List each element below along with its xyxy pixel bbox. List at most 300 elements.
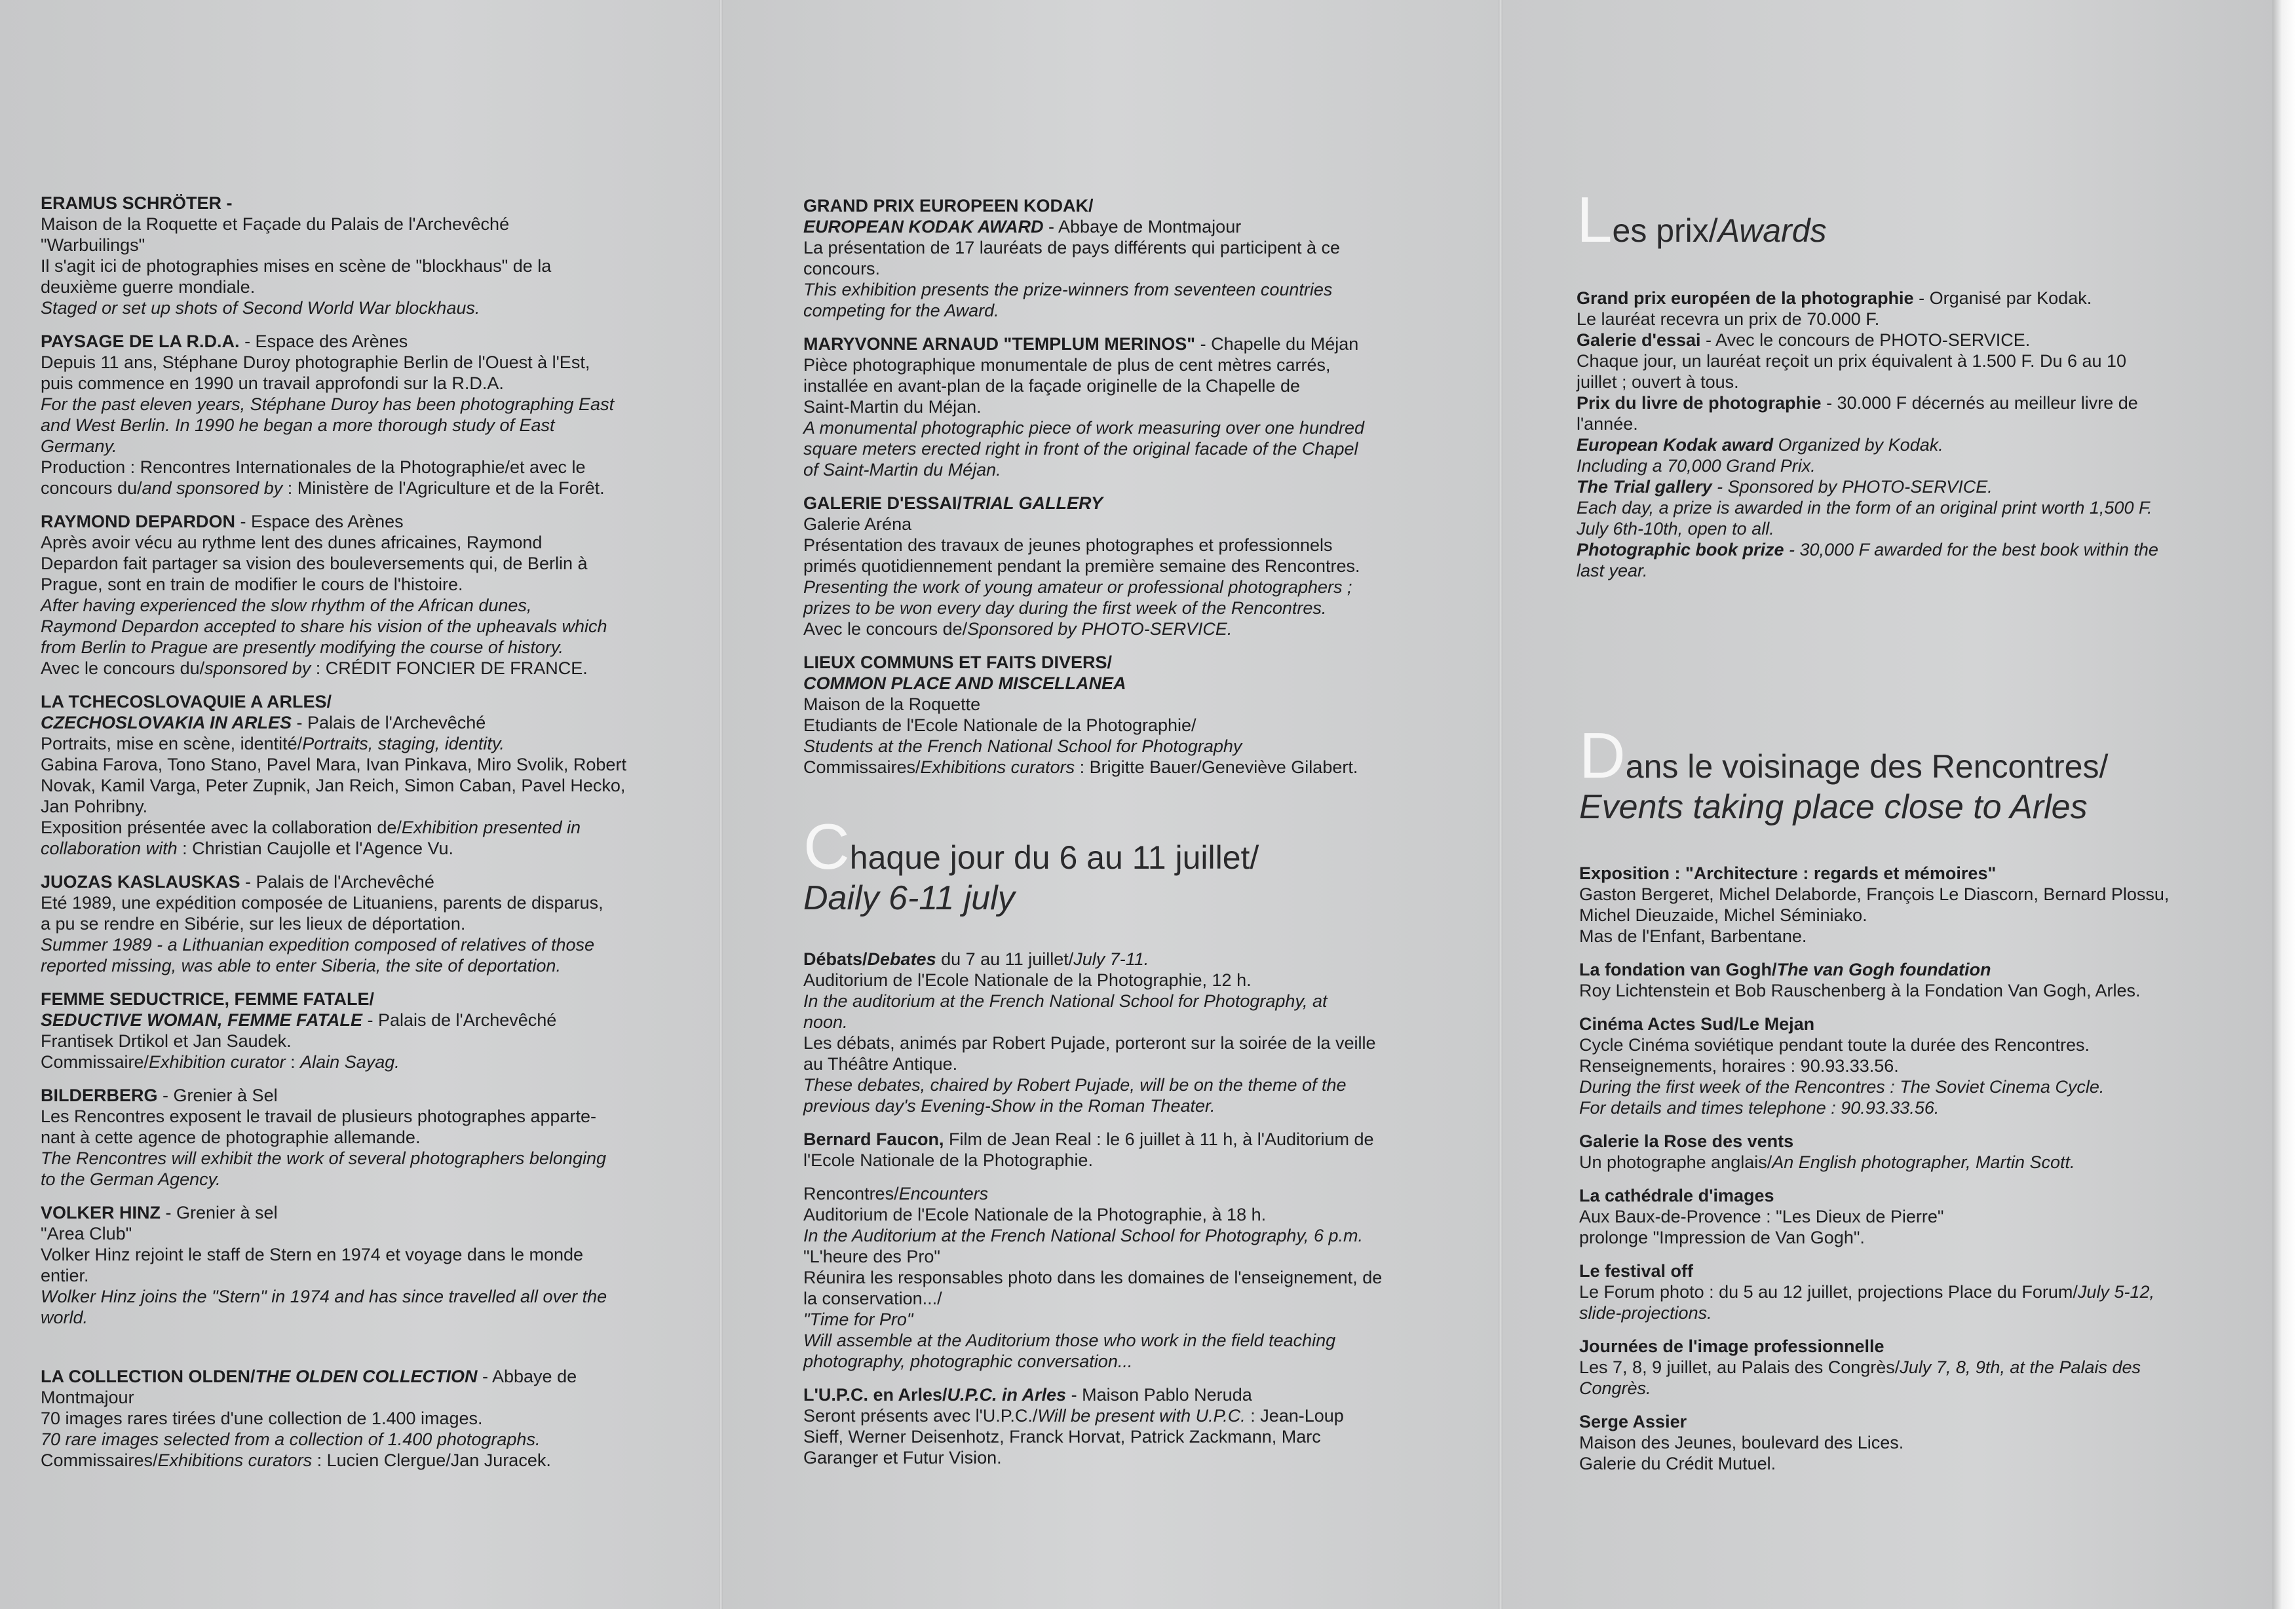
text-line bbox=[41, 934, 660, 955]
text-line bbox=[41, 276, 660, 297]
text-run: Prague, sont en train de modifier le cours de l'histoire. bbox=[41, 575, 463, 594]
text-run: SEDUCTIVE WOMAN, FEMME FATALE bbox=[41, 1010, 362, 1030]
text-run: ERAMUS SCHRÖTER - bbox=[41, 193, 233, 213]
text-run: Mas de l'Enfant, Barbentane. bbox=[1579, 926, 1807, 946]
text-line bbox=[1577, 518, 2199, 539]
text-line bbox=[1579, 1185, 2202, 1206]
text-line bbox=[1579, 1411, 2202, 1432]
text-run: - Organisé par Kodak. bbox=[1913, 288, 2092, 308]
text-run: Renseignements, horaires : 90.93.33.56. bbox=[1579, 1056, 1899, 1076]
program-entry bbox=[41, 1366, 660, 1471]
text-line bbox=[1577, 371, 2199, 392]
text-line bbox=[803, 535, 1425, 556]
text-line bbox=[41, 989, 660, 1010]
text-run: Le lauréat recevra un prix de 70.000 F. bbox=[1577, 309, 1880, 329]
text-run: "Area Club" bbox=[41, 1224, 132, 1243]
text-run: : bbox=[285, 1052, 301, 1072]
text-run: nant à cette agence de photographie allemande. bbox=[41, 1127, 421, 1147]
text-line bbox=[803, 673, 1425, 694]
text-run: Maison des Jeunes, boulevard des Lices. bbox=[1579, 1433, 1904, 1452]
paper-edge bbox=[2272, 0, 2296, 1609]
text-run: Galerie du Crédit Mutuel. bbox=[1579, 1454, 1776, 1473]
text-run: Exhibition presented in bbox=[401, 818, 581, 837]
text-run: - Grenier à sel bbox=[161, 1203, 278, 1222]
text-line bbox=[41, 658, 660, 679]
text-run: Volker Hinz rejoint le staff de Stern en 1974 et voyage dans le monde bbox=[41, 1245, 584, 1264]
text-run: Auditorium de l'Ecole Nationale de la Photographie, 12 h. bbox=[803, 970, 1252, 990]
text-run: Organized by Kodak. bbox=[1773, 435, 1943, 455]
text-run: LA COLLECTION OLDEN/ bbox=[41, 1367, 256, 1386]
text-line bbox=[803, 1074, 1425, 1095]
text-line bbox=[41, 1223, 660, 1244]
text-line bbox=[803, 577, 1425, 597]
text-run: 70 rare images selected from a collection of 1.400 photographs. bbox=[41, 1429, 541, 1449]
text-run: puis commence en 1990 un travail approfondi sur la R.D.A. bbox=[41, 373, 504, 393]
text-run: - Abbaye de Montmajour bbox=[1043, 217, 1242, 237]
text-run: - Chapelle du Méjan bbox=[1195, 334, 1359, 354]
text-line bbox=[803, 1384, 1425, 1405]
text-run: Journées de l'image professionnelle bbox=[1579, 1336, 1885, 1356]
fold-line bbox=[1499, 0, 1502, 1609]
text-line bbox=[1579, 1152, 2202, 1173]
text-run: L'U.P.C. en Arles/ bbox=[803, 1385, 947, 1405]
text-line bbox=[803, 1095, 1425, 1116]
text-run: - Grenier à Sel bbox=[157, 1086, 278, 1105]
text-line bbox=[803, 417, 1425, 438]
text-run: Exhibition curator bbox=[149, 1052, 286, 1072]
text-run: Avec le concours de/ bbox=[803, 619, 968, 639]
text-line bbox=[41, 1051, 660, 1072]
text-line bbox=[41, 796, 660, 817]
text-run: Michel Dieuzaide, Michel Séminiako. bbox=[1579, 905, 1867, 925]
text-run: and sponsored by bbox=[142, 478, 283, 498]
text-run: Aux Baux-de-Provence : "Les Dieux de Pierre" bbox=[1579, 1207, 1944, 1226]
voisinage-entries bbox=[1579, 863, 2202, 1474]
text-run: "Warbuilings" bbox=[41, 235, 145, 255]
text-run: Bernard Faucon, bbox=[803, 1129, 944, 1149]
text-line bbox=[1577, 497, 2199, 518]
text-line bbox=[803, 1225, 1425, 1246]
text-run: Serge Assier bbox=[1579, 1412, 1687, 1431]
text-run: Production : Rencontres Internationales de la Photographie/et avec le bbox=[41, 457, 586, 477]
text-run: FEMME SEDUCTRICE, FEMME FATALE/ bbox=[41, 989, 374, 1009]
text-run: Gaston Bergeret, Michel Delaborde, François Le Diascorn, Bernard Plossu, bbox=[1579, 884, 2170, 904]
text-line bbox=[41, 892, 660, 913]
text-run: Cinéma Actes Sud/Le Mejan bbox=[1579, 1014, 1815, 1034]
text-line bbox=[41, 373, 660, 394]
voisinage-section bbox=[1579, 719, 2202, 1486]
text-run: Portraits, staging, identity. bbox=[302, 734, 505, 753]
text-run: - Palais de l'Archevêché bbox=[362, 1010, 557, 1030]
text-run: Maison de la Roquette et Façade du Palais de l'Archevêché bbox=[41, 214, 510, 234]
text-run: Film de Jean Real : le 6 juillet à 11 h, à l'Auditorium de bbox=[944, 1129, 1374, 1149]
text-line bbox=[803, 216, 1425, 237]
text-run: - 30,000 F awarded for the best book within the bbox=[1784, 540, 2158, 559]
text-run: l'Ecole Nationale de la Photographie. bbox=[803, 1150, 1093, 1170]
text-line bbox=[803, 694, 1425, 715]
text-line bbox=[1579, 1302, 2202, 1323]
text-line bbox=[1577, 350, 2199, 371]
text-run: installée en avant-plan de la façade originelle de la Chapelle de bbox=[803, 376, 1301, 396]
text-run: La fondation van Gogh/ bbox=[1579, 960, 1777, 979]
text-run: Maison de la Roquette bbox=[803, 694, 981, 714]
text-line bbox=[1579, 1131, 2202, 1152]
text-run: Commissaires/ bbox=[803, 757, 921, 777]
text-run: Rencontres/ bbox=[803, 1184, 899, 1203]
program-entry bbox=[803, 195, 1425, 321]
text-line bbox=[41, 511, 660, 532]
text-run: JUOZAS KASLAUSKAS bbox=[41, 872, 240, 892]
text-line bbox=[41, 331, 660, 352]
text-line bbox=[803, 493, 1425, 514]
text-run: Commissaire/ bbox=[41, 1052, 149, 1072]
text-run: Frantisek Drtikol et Jan Saudek. bbox=[41, 1031, 292, 1051]
text-line bbox=[1579, 1336, 2202, 1357]
text-run: Will be present with U.P.C. bbox=[1037, 1406, 1246, 1426]
text-line bbox=[803, 354, 1425, 375]
text-run: Novak, Kamil Varga, Peter Zupnik, Jan Reich, Simon Caban, Pavel Hecko, bbox=[41, 776, 626, 795]
text-line bbox=[803, 1053, 1425, 1074]
text-line bbox=[1579, 1013, 2202, 1034]
text-run: "L'heure des Pro" bbox=[803, 1247, 940, 1266]
text-line bbox=[41, 817, 660, 838]
text-run: Exhibitions curators bbox=[157, 1450, 313, 1470]
text-line bbox=[803, 459, 1425, 480]
text-run: previous day's Evening-Show in the Roman Theater. bbox=[803, 1096, 1215, 1116]
program-entry bbox=[803, 1384, 1425, 1468]
text-line bbox=[41, 1387, 660, 1408]
text-run: Prix du livre de photographie bbox=[1577, 393, 1822, 413]
drop-cap: C bbox=[803, 810, 850, 882]
text-run: - Palais de l'Archevêché bbox=[240, 872, 434, 892]
text-line bbox=[41, 1031, 660, 1051]
text-run: to the German Agency. bbox=[41, 1169, 221, 1189]
text-line bbox=[41, 775, 660, 796]
text-line bbox=[803, 970, 1425, 991]
program-entry bbox=[803, 949, 1425, 1116]
text-line bbox=[803, 991, 1425, 1012]
text-run: concours. bbox=[803, 259, 881, 278]
text-line bbox=[1579, 1453, 2202, 1474]
text-line bbox=[803, 1351, 1425, 1372]
text-line bbox=[41, 838, 660, 859]
text-run: Students at the French National School for Photography bbox=[803, 736, 1242, 756]
text-run: slide-projections. bbox=[1579, 1303, 1712, 1323]
text-line bbox=[1579, 1432, 2202, 1453]
prix-lines bbox=[1577, 288, 2199, 581]
text-line bbox=[803, 375, 1425, 396]
text-run: The Rencontres will exhibit the work of several photographers belonging bbox=[41, 1148, 606, 1168]
text-line bbox=[41, 871, 660, 892]
text-line bbox=[41, 1307, 660, 1328]
text-line bbox=[803, 1183, 1425, 1204]
program-entry bbox=[1579, 959, 2202, 1001]
text-line bbox=[41, 913, 660, 934]
text-line bbox=[803, 1267, 1425, 1288]
text-run: - 30.000 F décernés au meilleur livre de bbox=[1821, 393, 2138, 413]
program-entry bbox=[41, 193, 660, 318]
program-entry bbox=[41, 989, 660, 1072]
text-line bbox=[41, 1202, 660, 1223]
middle-entries bbox=[803, 195, 1425, 778]
drop-cap: L bbox=[1577, 183, 1613, 256]
text-line bbox=[1577, 476, 2199, 497]
text-run: Les 7, 8, 9 juillet, au Palais des Congrès/ bbox=[1579, 1357, 1900, 1377]
text-run: competing for the Award. bbox=[803, 301, 999, 320]
text-run: LA TCHECOSLOVAQUIE A ARLES/ bbox=[41, 692, 332, 711]
text-run: - Espace des Arènes bbox=[239, 331, 408, 351]
text-line bbox=[803, 949, 1425, 970]
text-run: Raymond Depardon accepted to share his vision of the upheavals which bbox=[41, 616, 607, 636]
text-run: July 7, 8, 9th, at the Palais des bbox=[1900, 1357, 2141, 1377]
text-line bbox=[1579, 1206, 2202, 1227]
text-run: PAYSAGE DE LA R.D.A. bbox=[41, 331, 240, 351]
text-run: Sponsored by PHOTO-SERVICE. bbox=[967, 619, 1233, 639]
text-line bbox=[1579, 1097, 2202, 1118]
text-run: Depuis 11 ans, Stéphane Duroy photographie Berlin de l'Ouest à l'Est, bbox=[41, 352, 590, 372]
text-line bbox=[803, 1204, 1425, 1225]
text-run: RAYMOND DEPARDON bbox=[41, 512, 236, 531]
text-run: THE OLDEN COLLECTION bbox=[255, 1367, 478, 1386]
text-run: noon. bbox=[803, 1012, 848, 1032]
text-run: July 5-12, bbox=[2077, 1282, 2154, 1302]
voisinage-section-subtitle: Events taking place close to Arles bbox=[1579, 788, 2088, 826]
text-line bbox=[1579, 1378, 2202, 1399]
text-line bbox=[1579, 1260, 2202, 1281]
text-run: La présentation de 17 lauréats de pays différents qui participent à ce bbox=[803, 238, 1341, 257]
text-line bbox=[1577, 539, 2199, 560]
text-run: Debates bbox=[867, 949, 936, 969]
text-line bbox=[803, 556, 1425, 577]
text-line bbox=[1577, 288, 2199, 309]
text-line bbox=[1579, 926, 2202, 947]
text-run: prolonge "Impression de Van Gogh". bbox=[1579, 1228, 1865, 1247]
text-line bbox=[1579, 884, 2202, 905]
program-entry bbox=[1579, 1411, 2202, 1474]
text-line bbox=[41, 1169, 660, 1190]
voisinage-section-title: Dans le voisinage des Rencontres/ bbox=[1579, 719, 2109, 791]
text-run: Garanger et Futur Vision. bbox=[803, 1448, 1002, 1467]
program-entry bbox=[1579, 1013, 2202, 1118]
text-line bbox=[803, 1246, 1425, 1267]
text-line bbox=[41, 955, 660, 976]
text-run: EUROPEAN KODAK AWARD bbox=[803, 217, 1044, 237]
text-run: Seront présents avec l'U.P.C./ bbox=[803, 1406, 1038, 1426]
program-entry bbox=[1579, 1131, 2202, 1173]
text-line bbox=[41, 1106, 660, 1127]
daily-section-subtitle: Daily 6-11 july bbox=[803, 879, 1015, 917]
text-run: a pu se rendre en Sibérie, sur les lieux de déportation. bbox=[41, 914, 466, 934]
text-line bbox=[1579, 1076, 2202, 1097]
program-entry bbox=[41, 511, 660, 679]
text-line bbox=[41, 478, 660, 499]
text-run: Un photographe anglais/ bbox=[1579, 1152, 1772, 1172]
text-run: Pièce photographique monumentale de plus de cent mètres carrés, bbox=[803, 355, 1331, 375]
text-run: world. bbox=[41, 1308, 88, 1327]
text-line bbox=[41, 637, 660, 658]
text-line bbox=[803, 1288, 1425, 1309]
text-run: Après avoir vécu au rythme lent des dunes africaines, Raymond bbox=[41, 533, 543, 552]
text-run: After having experienced the slow rhythm of the African dunes, bbox=[41, 596, 532, 615]
text-line bbox=[41, 1408, 660, 1429]
program-entry bbox=[41, 691, 660, 859]
text-line bbox=[41, 1366, 660, 1387]
text-line bbox=[803, 652, 1425, 673]
text-line bbox=[1579, 1227, 2202, 1248]
text-run: Jan Pohribny. bbox=[41, 797, 148, 816]
text-run: Eté 1989, une expédition composée de Lituaniens, parents de disparus, bbox=[41, 893, 603, 913]
text-run: Will assemble at the Auditorium those who work in the field teaching bbox=[803, 1331, 1336, 1350]
text-run: Photographic book prize bbox=[1577, 540, 1784, 559]
text-run: Avec le concours du/ bbox=[41, 658, 205, 678]
text-line bbox=[803, 1426, 1425, 1447]
text-line bbox=[803, 1150, 1425, 1171]
text-run: Presenting the work of young amateur or professional photographers ; bbox=[803, 577, 1352, 597]
text-run: GRAND PRIX EUROPEEN KODAK/ bbox=[803, 196, 1094, 216]
text-run: Encounters bbox=[898, 1184, 989, 1203]
daily-section-title: Chaque jour du 6 au 11 juillet/ bbox=[803, 810, 1259, 882]
text-line bbox=[41, 1286, 660, 1307]
text-run: Each day, a prize is awarded in the form of an original print worth 1,500 F. bbox=[1577, 498, 2152, 518]
text-line bbox=[1577, 413, 2199, 434]
text-line bbox=[1579, 959, 2202, 980]
text-run: la conservation.../ bbox=[803, 1289, 942, 1308]
text-run: Including a 70,000 Grand Prix. bbox=[1577, 456, 1816, 476]
text-run: : Jean-Loup bbox=[1245, 1406, 1344, 1426]
text-run: of Saint-Martin du Méjan. bbox=[803, 460, 1001, 480]
text-run: Les Rencontres exposent le travail de plusieurs photographes apparte- bbox=[41, 1107, 597, 1126]
text-run: Grand prix européen de la photographie bbox=[1577, 288, 1914, 308]
text-run: Montmajour bbox=[41, 1388, 134, 1407]
text-line bbox=[1579, 1034, 2202, 1055]
text-run: Présentation des travaux de jeunes photographes et professionnels bbox=[803, 535, 1333, 555]
text-run: Congrès. bbox=[1579, 1378, 1651, 1398]
text-run: Portraits, mise en scène, identité/ bbox=[41, 734, 303, 753]
text-line bbox=[803, 258, 1425, 279]
text-line bbox=[41, 436, 660, 457]
program-entry bbox=[803, 1129, 1425, 1171]
text-run: These debates, chaired by Robert Pujade, will be on the theme of the bbox=[803, 1075, 1347, 1095]
program-entry bbox=[1579, 863, 2202, 947]
text-run: "Time for Pro" bbox=[803, 1310, 913, 1329]
text-run: sponsored by bbox=[204, 658, 311, 678]
drop-cap: D bbox=[1579, 719, 1626, 791]
text-run: - Avec le concours de PHOTO-SERVICE. bbox=[1700, 330, 2031, 350]
text-line bbox=[803, 1447, 1425, 1468]
text-line bbox=[1577, 392, 2199, 413]
text-line bbox=[41, 712, 660, 733]
text-line bbox=[41, 415, 660, 436]
text-run: MARYVONNE ARNAUD "TEMPLUM MERINOS" bbox=[803, 334, 1196, 354]
text-line bbox=[1579, 980, 2202, 1001]
text-line bbox=[803, 1330, 1425, 1351]
daily-entries bbox=[803, 949, 1425, 1468]
text-run: Staged or set up shots of Second World War blockhaus. bbox=[41, 298, 480, 318]
text-run: Il s'agit ici de photographies mises en scène de "blockhaus" de la bbox=[41, 256, 552, 276]
text-run: July 7-11. bbox=[1073, 949, 1149, 969]
text-line bbox=[41, 297, 660, 318]
program-entry bbox=[41, 331, 660, 499]
text-line bbox=[1579, 1055, 2202, 1076]
text-line bbox=[803, 300, 1425, 321]
text-run: - Maison Pablo Neruda bbox=[1066, 1385, 1252, 1405]
text-run: primés quotidiennement pendant la première semaine des Rencontres. bbox=[803, 556, 1360, 576]
text-run: LIEUX COMMUNS ET FAITS DIVERS/ bbox=[803, 653, 1113, 672]
text-run: In the auditorium at the French National School for Photography, at bbox=[803, 991, 1328, 1011]
text-run: Alain Sayag. bbox=[300, 1052, 400, 1072]
text-run: au Théâtre Antique. bbox=[803, 1054, 958, 1074]
text-line bbox=[803, 1129, 1425, 1150]
text-line bbox=[41, 235, 660, 256]
text-run: l'année. bbox=[1577, 414, 1638, 434]
text-run: : CRÉDIT FONCIER DE FRANCE. bbox=[311, 658, 588, 678]
text-run: Galerie d'essai bbox=[1577, 330, 1701, 350]
text-run: 70 images rares tirées d'une collection de 1.400 images. bbox=[41, 1409, 483, 1428]
text-run: prizes to be won every day during the first week of the Rencontres. bbox=[803, 598, 1327, 618]
text-line bbox=[803, 618, 1425, 639]
text-run: collaboration with bbox=[41, 839, 178, 858]
text-run: Réunira les responsables photo dans les domaines de l'enseignement, de bbox=[803, 1268, 1383, 1287]
text-run: A monumental photographic piece of work measuring over one hundred bbox=[803, 418, 1365, 438]
text-run: Débats/ bbox=[803, 949, 868, 969]
text-run: Auditorium de l'Ecole Nationale de la Photographie, à 18 h. bbox=[803, 1205, 1267, 1224]
text-line bbox=[41, 574, 660, 595]
text-run: Exposition présentée avec la collaboration de/ bbox=[41, 818, 402, 837]
text-line bbox=[41, 193, 660, 214]
text-line bbox=[41, 256, 660, 276]
text-run: - Abbaye de bbox=[477, 1367, 577, 1386]
text-line bbox=[41, 1244, 660, 1265]
text-line bbox=[1579, 863, 2202, 884]
text-line bbox=[41, 352, 660, 373]
text-line bbox=[41, 1148, 660, 1169]
text-run: - Palais de l'Archevêché bbox=[292, 713, 486, 732]
middle-column bbox=[803, 195, 1425, 1481]
text-run: - Espace des Arènes bbox=[235, 512, 404, 531]
text-run: entier. bbox=[41, 1266, 89, 1285]
text-line bbox=[803, 195, 1425, 216]
text-line bbox=[803, 237, 1425, 258]
program-entry bbox=[803, 333, 1425, 480]
text-run: The Trial gallery bbox=[1577, 477, 1712, 497]
text-run: The van Gogh foundation bbox=[1776, 960, 1991, 979]
text-line bbox=[41, 754, 660, 775]
text-line bbox=[41, 1127, 660, 1148]
text-run: du 7 au 11 juillet/ bbox=[936, 949, 1074, 969]
program-entry bbox=[1579, 1260, 2202, 1323]
text-run: Summer 1989 - a Lithuanian expedition composed of relatives of those bbox=[41, 935, 595, 955]
text-line bbox=[803, 333, 1425, 354]
text-run: Le festival off bbox=[1579, 1261, 1694, 1281]
text-run: Commissaires/ bbox=[41, 1450, 158, 1470]
text-run: GALERIE D'ESSAI/ bbox=[803, 493, 962, 513]
text-line bbox=[803, 1032, 1425, 1053]
text-run: Saint-Martin du Méjan. bbox=[803, 397, 982, 417]
text-line bbox=[1579, 1281, 2202, 1302]
text-run: and West Berlin. In 1990 he began a more thorough study of East bbox=[41, 415, 555, 435]
text-run: Wolker Hinz joins the "Stern" in 1974 and has since travelled all over the bbox=[41, 1287, 607, 1306]
text-line bbox=[41, 457, 660, 478]
program-entry bbox=[803, 493, 1425, 639]
text-run: : Christian Caujolle et l'Agence Vu. bbox=[177, 839, 453, 858]
text-run: : Lucien Clergue/Jan Juracek. bbox=[312, 1450, 551, 1470]
text-run: Les débats, animés par Robert Pujade, porteront sur la soirée de la veille bbox=[803, 1033, 1376, 1053]
fold-line bbox=[719, 0, 723, 1609]
text-line bbox=[1577, 434, 2199, 455]
text-run: Etudiants de l'Ecole Nationale de la Photographie/ bbox=[803, 715, 1196, 735]
prix-section-title: Les prix/Awards bbox=[1577, 183, 1827, 256]
text-line bbox=[803, 597, 1425, 618]
